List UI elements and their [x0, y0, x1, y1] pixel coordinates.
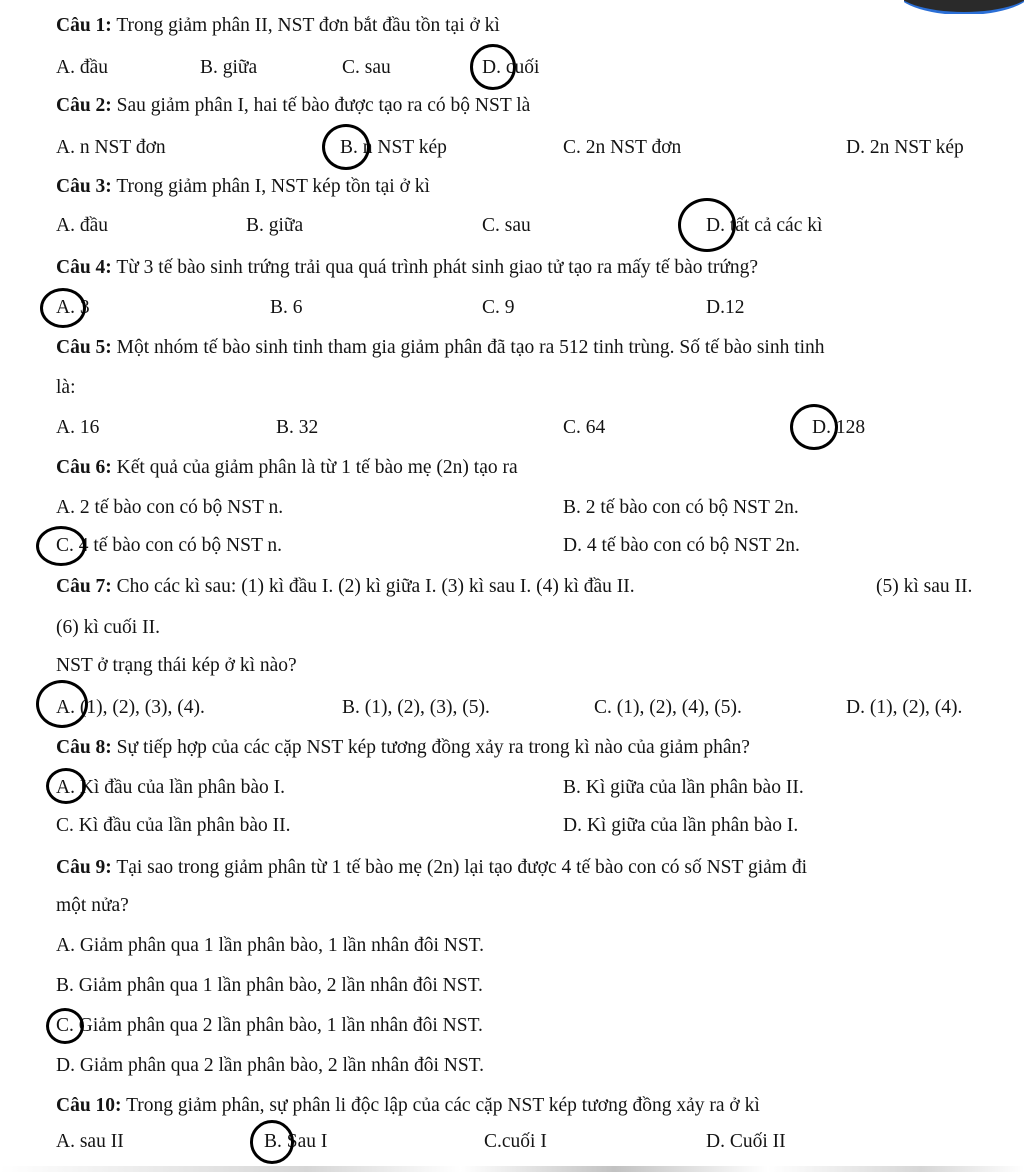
question-7-prompt: NST ở trạng thái kép ở kì nào?: [56, 655, 297, 676]
question-7-continuation: (6) kì cuối II.: [56, 617, 160, 638]
question-9-continuation: một nửa?: [56, 895, 129, 916]
q10-option-b: B. Sau I: [264, 1131, 328, 1152]
q4-option-d: D.12: [706, 297, 745, 318]
question-4-text: Từ 3 tế bào sinh trứng trải qua quá trình phát sinh giao tử tạo ra mấy tế bào trứng?: [111, 257, 759, 278]
question-6-text: Kết quả của giảm phân là từ 1 tế bào mẹ (2n) tạo ra: [111, 457, 518, 478]
question-5: [56, 336, 825, 360]
q7-option-a: A. (1), (2), (3), (4).: [56, 697, 205, 718]
q10-option-d: D. Cuối II: [706, 1131, 786, 1152]
question-8-label: Câu 8:: [56, 737, 112, 758]
question-5-text: Một nhóm tế bào sinh tinh tham gia giảm phân đã tạo ra 512 tinh trùng. Số tế bào sinh tinh: [111, 337, 825, 358]
question-10-text: Trong giảm phân, sự phân li độc lập của các cặp NST kép tương đồng xảy ra ở kì: [121, 1095, 760, 1116]
q1-option-c: C. sau: [342, 57, 391, 78]
q4-option-c: C. 9: [482, 297, 515, 318]
q10-option-c: C.cuối I: [484, 1131, 547, 1152]
question-1: [56, 14, 500, 38]
question-6-label: Câu 6:: [56, 457, 112, 478]
q7-option-b: B. (1), (2), (3), (5).: [342, 697, 490, 718]
q2-option-c: C. 2n NST đơn: [563, 137, 682, 158]
q6-option-d: D. 4 tế bào con có bộ NST 2n.: [563, 535, 800, 556]
question-5-label: Câu 5:: [56, 337, 112, 358]
q5-option-a: A. 16: [56, 417, 100, 438]
q5-option-c: C. 64: [563, 417, 606, 438]
q5-option-b: B. 32: [276, 417, 319, 438]
question-2: [56, 94, 530, 118]
question-5-continuation: là:: [56, 377, 76, 398]
question-3-label: Câu 3:: [56, 176, 112, 197]
q6-option-b: B. 2 tế bào con có bộ NST 2n.: [563, 497, 799, 518]
q10-option-a: A. sau II: [56, 1131, 124, 1152]
corner-decoration: [904, 0, 1024, 14]
q7-option-d: D. (1), (2), (4).: [846, 697, 963, 718]
question-8-text: Sự tiếp hợp của các cặp NST kép tương đồng xảy ra trong kì nào của giảm phân?: [111, 737, 750, 758]
q8-option-b: B. Kì giữa của lần phân bào II.: [563, 777, 804, 798]
q9-option-b: B. Giảm phân qua 1 lần phân bào, 2 lần nhân đôi NST.: [56, 975, 483, 996]
question-3-text: Trong giảm phân I, NST kép tồn tại ở kì: [111, 176, 430, 197]
q2-option-a: A. n NST đơn: [56, 137, 166, 158]
question-9: [56, 856, 807, 880]
question-10: [56, 1094, 760, 1118]
question-1-label: Câu 1:: [56, 15, 112, 36]
q3-option-b: B. giữa: [246, 215, 304, 236]
q9-option-d: D. Giảm phân qua 2 lần phân bào, 2 lần nhân đôi NST.: [56, 1055, 485, 1076]
q6-option-c: C. 4 tế bào con có bộ NST n.: [56, 535, 283, 556]
question-2-text: Sau giảm phân I, hai tế bào được tạo ra có bộ NST là: [111, 95, 531, 116]
q3-option-c: C. sau: [482, 215, 531, 236]
q2-option-d: D. 2n NST kép: [846, 137, 964, 158]
q9-option-a: A. Giảm phân qua 1 lần phân bào, 1 lần nhân đôi NST.: [56, 935, 485, 956]
question-7-text: Cho các kì sau: (1) kì đầu I. (2) kì giữa I. (3) kì sau I. (4) kì đầu II.: [111, 576, 635, 597]
question-3: [56, 175, 430, 199]
q3-option-d: D. tất cả các kì: [706, 215, 823, 236]
question-6: [56, 456, 518, 480]
q4-option-a: A. 3: [56, 297, 90, 318]
question-7-text-tail: (5) kì sau II.: [876, 576, 973, 597]
q1-option-a: A. đầu: [56, 57, 108, 78]
q5-option-d: D. 128: [812, 417, 866, 438]
question-9-label: Câu 9:: [56, 857, 112, 878]
q3-option-a: A. đầu: [56, 215, 108, 236]
question-2-label: Câu 2:: [56, 95, 112, 116]
q8-option-c: C. Kì đầu của lần phân bào II.: [56, 815, 291, 836]
question-7-label: Câu 7:: [56, 576, 112, 597]
q6-option-a: A. 2 tế bào con có bộ NST n.: [56, 497, 284, 518]
question-1-text: Trong giảm phân II, NST đơn bắt đầu tồn tại ở kì: [111, 15, 500, 36]
q4-option-b: B. 6: [270, 297, 303, 318]
q8-option-d: D. Kì giữa của lần phân bào I.: [563, 815, 799, 836]
q1-option-b: B. giữa: [200, 57, 258, 78]
q9-option-c: C. Giảm phân qua 2 lần phân bào, 1 lần nhân đôi NST.: [56, 1015, 483, 1036]
question-9-text: Tại sao trong giảm phân từ 1 tế bào mẹ (2n) lại tạo được 4 tế bào con có số NST giảm đi: [111, 857, 807, 878]
q1-option-d: D. cuối: [482, 57, 540, 78]
q2-option-b: B. n NST kép: [340, 137, 447, 158]
question-8: [56, 736, 750, 760]
question-4: [56, 256, 758, 280]
question-4-label: Câu 4:: [56, 257, 112, 278]
question-10-label: Câu 10:: [56, 1095, 122, 1116]
bottom-cutoff-strip: [0, 1166, 1024, 1172]
q8-option-a: A. Kì đầu của lần phân bào I.: [56, 777, 286, 798]
question-7: [56, 575, 635, 599]
q7-option-c: C. (1), (2), (4), (5).: [594, 697, 742, 718]
